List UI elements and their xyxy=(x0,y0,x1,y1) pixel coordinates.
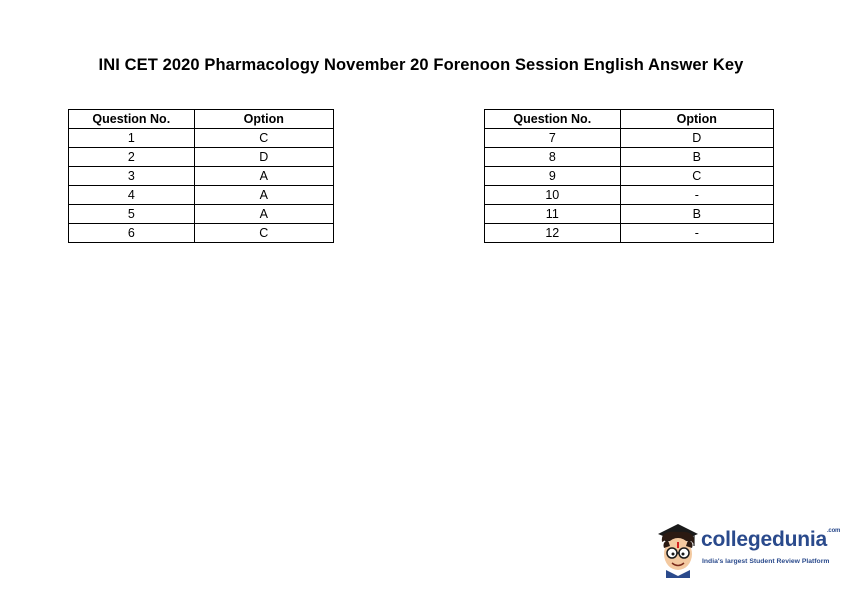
question-number: 3 xyxy=(69,167,195,186)
option-value: A xyxy=(194,167,333,186)
option-value: - xyxy=(620,224,773,243)
question-number: 2 xyxy=(69,148,195,167)
option-header: Option xyxy=(620,110,773,129)
logo-tagline: India's largest Student Review Platform xyxy=(702,558,830,565)
question-number: 1 xyxy=(69,129,195,148)
table-row xyxy=(69,129,334,148)
question-number: 7 xyxy=(485,129,621,148)
option-value: B xyxy=(620,148,773,167)
option-value: A xyxy=(194,186,333,205)
answer-key-table-left xyxy=(68,109,334,243)
option-value: D xyxy=(194,148,333,167)
table-row xyxy=(485,148,774,167)
table-row xyxy=(485,167,774,186)
question-number: 5 xyxy=(69,205,195,224)
option-value: A xyxy=(194,205,333,224)
question-number: 4 xyxy=(69,186,195,205)
collegedunia-logo[interactable] xyxy=(654,520,841,580)
table-row xyxy=(69,148,334,167)
table-row xyxy=(485,224,774,243)
table-row xyxy=(485,129,774,148)
logo-wordmark: collegedunia xyxy=(701,528,827,551)
table-row xyxy=(69,167,334,186)
answer-key-table-right xyxy=(484,109,774,243)
option-value: C xyxy=(194,224,333,243)
question-number: 11 xyxy=(485,205,621,224)
question-no-header: Question No. xyxy=(485,110,621,129)
page-title: INI CET 2020 Pharmacology November 20 Forenoon Session English Answer Key xyxy=(98,56,744,74)
table-header-row xyxy=(485,110,774,129)
table-row xyxy=(485,205,774,224)
option-value: B xyxy=(620,205,773,224)
logo-suffix: .com xyxy=(826,528,841,534)
option-value: - xyxy=(620,186,773,205)
question-number: 9 xyxy=(485,167,621,186)
mascot-icon xyxy=(654,520,700,578)
option-value: C xyxy=(194,129,333,148)
question-number: 6 xyxy=(69,224,195,243)
table-row xyxy=(485,186,774,205)
option-value: D xyxy=(620,129,773,148)
option-value: C xyxy=(620,167,773,186)
option-header: Option xyxy=(194,110,333,129)
question-number: 12 xyxy=(485,224,621,243)
question-number: 8 xyxy=(485,148,621,167)
table-header-row xyxy=(69,110,334,129)
question-no-header: Question No. xyxy=(69,110,195,129)
table-row xyxy=(69,224,334,243)
table-row xyxy=(69,205,334,224)
table-row xyxy=(69,186,334,205)
question-number: 10 xyxy=(485,186,621,205)
